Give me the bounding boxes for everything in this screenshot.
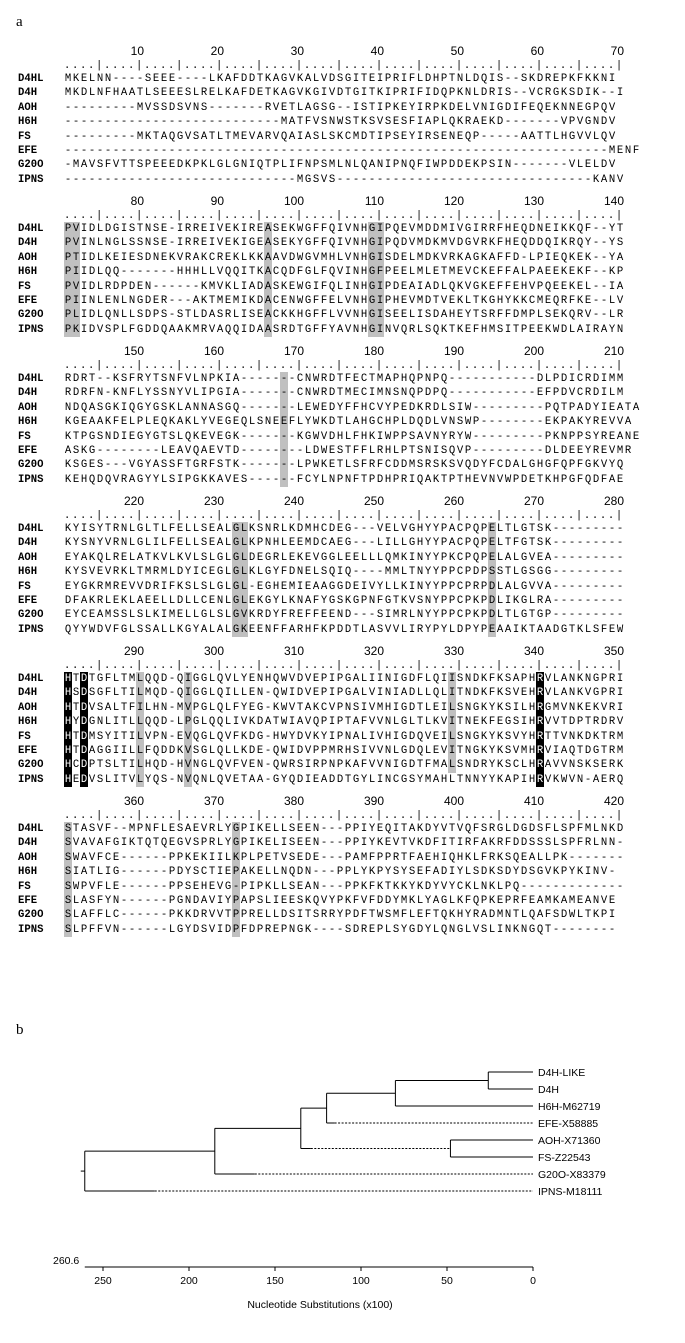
alignment-ruler bbox=[18, 194, 624, 209]
alignment-row bbox=[18, 623, 624, 637]
sequence-residues: D F A K R L E K L A E E L L D L L C E N L G L E K G Y L K N A F Y G S K G P N F G T K V S N Y P P C P K P D L I K G L R A - - - - - - - - - bbox=[64, 594, 624, 607]
alignment-row bbox=[18, 701, 624, 715]
ruler-number: 220 bbox=[123, 494, 144, 508]
sequence-residues: H T D M S Y I T I L V P N - E V Q G L Q V F K D G - H W Y D V K Y I P N A L I V H I G D Q V E I L S N G K Y K S V Y H R T T V N K D K T R M bbox=[64, 730, 624, 743]
alignment-row bbox=[18, 773, 624, 787]
alignment-row bbox=[18, 265, 624, 279]
sequence-name: IPNS bbox=[18, 773, 44, 786]
sequence-name: EFE bbox=[18, 894, 38, 907]
alignment-row bbox=[18, 865, 624, 879]
alignment-row bbox=[18, 473, 640, 487]
alignment-row bbox=[18, 323, 624, 337]
ruler-number: 250 bbox=[363, 494, 384, 508]
panel-a-label: a bbox=[16, 14, 23, 30]
sequence-name: FS bbox=[18, 280, 31, 293]
alignment-row bbox=[18, 923, 624, 937]
sequence-name: D4HL bbox=[18, 223, 44, 235]
sequence-name: AOH bbox=[18, 401, 38, 414]
alignment-row bbox=[18, 236, 624, 250]
sequence-residues: M K E L N N - - - - S E E E - - - - L K A F D D T K A G V K A L V D S G I T E I P R I F L D H P T N L D Q I S - - S K D R E P K F K K N I bbox=[64, 73, 616, 85]
sequence-name: FS bbox=[18, 880, 31, 893]
alignment-row bbox=[18, 608, 624, 622]
ruler-number: 380 bbox=[283, 794, 304, 808]
leaf-label: H6H-M62719 bbox=[538, 1101, 601, 1113]
alignment-row bbox=[18, 372, 640, 386]
sequence-residues: H C D P T S L T I L H Q D - H V N G L Q V F V E N - Q W R S I R P N P K A F V V N I G D T F M A L S N D R Y K S C L H R A V V N S K S E R K bbox=[64, 759, 624, 772]
alignment-block bbox=[18, 644, 624, 787]
axis-tick-label: 100 bbox=[352, 1275, 370, 1287]
alignment-row bbox=[18, 430, 640, 444]
alignment-ruler bbox=[18, 494, 624, 509]
sequence-residues: P V I N L N G L S S N S E - I R R E I V E K I G E A S E K Y G F F Q I V N H G I P Q D V M D K M V D G V R K F H E Q D D Q I K R Q Y - - Y S bbox=[64, 237, 624, 250]
alignment-ruler bbox=[18, 794, 624, 809]
tree-axis bbox=[85, 1267, 536, 1287]
alignment-row bbox=[18, 522, 624, 536]
sequence-name: AOH bbox=[18, 101, 38, 114]
ruler-number: 260 bbox=[443, 494, 464, 508]
axis-tick-label: 200 bbox=[180, 1275, 198, 1287]
alignment-block bbox=[18, 194, 624, 337]
sequence-residues: - - - - - - - - - - - - - - - - - - - - - - - - - - - M A T F V S N W S T K S V S E S F I A P L Q K R A E K D - - - - - - - V P V G N D V bbox=[64, 116, 616, 129]
alignment-tick-marks: ....|....|....|....|....|....|....|....|....|....|....|....|....|....| bbox=[64, 510, 624, 522]
tree-branches bbox=[81, 1072, 533, 1191]
alignment-row bbox=[18, 173, 640, 187]
ruler-number: 390 bbox=[363, 794, 384, 808]
panel-b-label: b bbox=[16, 1022, 24, 1038]
sequence-residues: P I I N L E N L N G D E R - - - A K T M E M I K D A C E N W G F F E L V N H G I P H E V M D T V E K L T K G H Y K K C M E Q R F K E - - L V bbox=[64, 294, 624, 307]
sequence-residues: H T D A G G I I L L F Q D D K V S G L Q L L K D E - Q W I D V P P M R H S I V V N L G D Q L E V I T N G K Y K S V M H R V I A Q T D G T R M bbox=[64, 744, 624, 757]
alignment-row bbox=[18, 280, 624, 294]
axis-tick-label: 50 bbox=[441, 1275, 453, 1287]
alignment-row bbox=[18, 144, 640, 158]
axis-tick-label: 250 bbox=[94, 1275, 112, 1287]
alignment-row bbox=[18, 130, 640, 144]
alignment-row bbox=[18, 115, 640, 129]
sequence-residues: P L I D L Q N L L S D P S - S T L D A S R L I S E A C K K H G F F L V V N H G I S E E L I S D A H E Y T S R F F D M P L S E K Q R V - - L R bbox=[64, 309, 624, 322]
ruler-number: 300 bbox=[203, 644, 224, 658]
sequence-name: EFE bbox=[18, 294, 38, 307]
sequence-name: D4H bbox=[18, 87, 38, 100]
sequence-residues: K G E A A K F E L P L E Q K A K L Y V E G E Q L S N E E F L Y W K D T L A H G C H P L D Q D L V N S W P - - - - - - - - E K P A K Y R E V V A bbox=[64, 416, 632, 429]
alignment-row bbox=[18, 880, 624, 894]
sequence-name: H6H bbox=[18, 266, 38, 279]
sequence-residues: K T P G S N D I E G Y G T S L Q K E V E G K - - - - - - - K G W V D H L F H K I W P P S A V N Y R Y W - - - - - - - - - P K N P P S Y R E A N E bbox=[64, 430, 640, 443]
sequence-name: EFE bbox=[18, 594, 38, 607]
sequence-name: G20O bbox=[18, 159, 44, 172]
leaf-label: IPNS-M18111 bbox=[538, 1186, 603, 1198]
sequence-name: EFE bbox=[18, 744, 38, 757]
alignment-tick-marks: ....|....|....|....|....|....|....|....|....|....|....|....|....|....| bbox=[64, 210, 624, 222]
ruler-number: 200 bbox=[523, 344, 544, 358]
sequence-residues: P K I D V S P L F G D D Q A A K M R V A Q Q I D A A S R D T G F F Y A V N H G I N V Q R L S Q K T K E F H M S I T P E E K W D L A I R A Y N bbox=[64, 323, 624, 336]
sequence-name: EFE bbox=[18, 444, 38, 457]
ruler-number: 190 bbox=[443, 344, 464, 358]
ruler-number: 30 bbox=[290, 44, 304, 58]
sequence-name: IPNS bbox=[18, 473, 44, 486]
ruler-number: 340 bbox=[523, 644, 544, 658]
sequence-name: D4H bbox=[18, 537, 38, 550]
sequence-name: G20O bbox=[18, 759, 44, 772]
ruler-number: 280 bbox=[603, 494, 624, 508]
alignment-tick-marks: ....|....|....|....|....|....|....|....|....|....|....|....|....|....| bbox=[64, 810, 624, 822]
sequence-name: H6H bbox=[18, 566, 38, 579]
sequence-name: H6H bbox=[18, 116, 38, 129]
sequence-name: D4HL bbox=[18, 373, 44, 385]
sequence-name: FS bbox=[18, 580, 31, 593]
alignment-tick-marks: ....|....|....|....|....|....|....|....|....|....|....|....|....|....| bbox=[64, 360, 624, 372]
alignment-row bbox=[18, 101, 640, 115]
sequence-name: G20O bbox=[18, 609, 44, 622]
sequence-residues: P V I D L D G I S T N S E - I R R E I V E K I R E A S E K W G F F Q I V N H G I P Q E V M D D M I V G I R R F H E Q D N E I K K Q F - - Y T bbox=[64, 223, 624, 235]
sequence-name: D4H bbox=[18, 237, 38, 250]
sequence-residues: H Y D G N L I T L L Q Q D - L P G L Q Q L I V K D A T W I A V Q P I P T A F V V N L G L T L K V I T N E K F E G S I H R V V T D P T R D R V bbox=[64, 716, 624, 729]
sequence-name: IPNS bbox=[18, 623, 44, 636]
sequence-name: D4H bbox=[18, 687, 38, 700]
alignment-ruler bbox=[18, 44, 640, 59]
alignment-row bbox=[18, 836, 624, 850]
ruler-number: 140 bbox=[603, 194, 624, 208]
ruler-number: 400 bbox=[443, 794, 464, 808]
axis-tick-label: 150 bbox=[266, 1275, 284, 1287]
sequence-name: G20O bbox=[18, 309, 44, 322]
sequence-residues: M K D L N F H A A T L S E E E S L R E L K A F D E T K A G V K G I V D T G I T K I P R I F I D Q P K N L D R I S - - V C R G K S D I K - - I bbox=[64, 87, 624, 100]
alignment-row bbox=[18, 894, 624, 908]
ruler-number: 20 bbox=[210, 44, 224, 58]
ruler-number: 180 bbox=[363, 344, 384, 358]
alignment-row bbox=[18, 308, 624, 322]
axis-tick-label: 0 bbox=[530, 1275, 536, 1287]
sequence-name: IPNS bbox=[18, 173, 44, 186]
alignment-row bbox=[18, 686, 624, 700]
ruler-number: 310 bbox=[283, 644, 304, 658]
sequence-residues: S I A T L I G - - - - - - P D Y S C T I E P A K E L L N Q D N - - - P P L Y K P Y S Y S E F A D I Y L S D K S D Y D S G V K P Y K I N V - bbox=[64, 866, 616, 879]
ruler-number: 160 bbox=[203, 344, 224, 358]
sequence-name: D4H bbox=[18, 837, 38, 850]
ruler-number: 240 bbox=[283, 494, 304, 508]
sequence-name: FS bbox=[18, 730, 31, 743]
ruler-number: 150 bbox=[123, 344, 144, 358]
sequence-residues: K Y S N Y V R N L G L I L F E L L S E A L G L K P N H L E E M D C A E G - - - L I L L G H Y Y P A C P Q P E L T F G T S K - - - - - - - - - bbox=[64, 537, 624, 550]
sequence-residues: - - - - - - - - - M K T A Q G V S A T L T M E V A R V Q A I A S L S K C M D T I P S E Y I R S E N E Q P - - - - - A A T T L H G V V L Q V bbox=[64, 130, 616, 143]
ruler-number: 50 bbox=[450, 44, 464, 58]
sequence-residues: S V A V A F G I K T Q T Q E G V S P R L Y G P I K E L I S E E N - - - P P I Y K E V T V K D F I T I R F A K R F D D S S S L S P F R L N N - bbox=[64, 837, 624, 850]
tree-leaf-labels bbox=[538, 1067, 606, 1198]
sequence-name: AOH bbox=[18, 251, 38, 264]
ruler-number: 330 bbox=[443, 644, 464, 658]
alignment-block bbox=[18, 344, 640, 487]
ruler-number: 40 bbox=[370, 44, 384, 58]
sequence-name: AOH bbox=[18, 551, 38, 564]
sequence-residues: S T A S V F - - M P N F L E S A E V R L Y G P I K E L L S E E N - - - P P I Y E Q I T A K D Y V T V Q F S R G L D G D S F L S P F M L N K D bbox=[64, 823, 624, 835]
sequence-residues: K Y S V E V R K L T M R M L D Y I C E G L G L K L G Y F D N E L S Q I Q - - - - M M L T N Y Y P P C P D P S S T L G S G G - - - - - - - - - bbox=[64, 566, 624, 579]
sequence-residues: H S D S G F L T I L M Q D - Q I G G L Q I L L E N - Q W I D V E P I P G A L V I N I A D L L Q L I T N D K F K S V E H R V L A N K V G P R I bbox=[64, 687, 624, 700]
sequence-residues: Q Y Y W D V F G L S S A L L K G Y A L A L G K E E N F F A R H F K P D D T L A S V V L I R Y P Y L D P Y P E A A I K T A A D G T K L S F E W bbox=[64, 623, 624, 636]
alignment-row bbox=[18, 551, 624, 565]
sequence-residues: P T I D L K E I E S D N E K V R A K C R E K L K K A A V D W G V M H L V N H G I S D E L M D K V R K A G K A F F D - L P I E Q K E K - - Y A bbox=[64, 251, 624, 264]
sequence-name: AOH bbox=[18, 851, 38, 864]
alignment-row bbox=[18, 536, 624, 550]
ruler-number: 420 bbox=[603, 794, 624, 808]
ruler-number: 290 bbox=[123, 644, 144, 658]
sequence-residues: E Y C E A M S S L S L K I M E L L G L S L G V K R D Y F R E F F E E N D - - - S I M R L N Y Y P P C P K P D L T L G T G P - - - - - - - - - bbox=[64, 609, 624, 622]
ruler-number: 370 bbox=[203, 794, 224, 808]
alignment-row bbox=[18, 251, 624, 265]
sequence-residues: - - - - - - - - - - - - - - - - - - - - - - - - - - - - - - - - - - - - - - - - - - - - - - - - - - - - - - - - - - - - - - - - - - - - M E N F bbox=[64, 144, 640, 157]
sequence-name: D4HL bbox=[18, 673, 44, 685]
leaf-label: EFE-X58885 bbox=[538, 1118, 599, 1130]
sequence-name: D4H bbox=[18, 387, 38, 400]
ruler-number: 60 bbox=[530, 44, 544, 58]
alignment-row bbox=[18, 744, 624, 758]
sequence-name: EFE bbox=[18, 144, 38, 157]
axis-title: Nucleotide Substitutions (x100) bbox=[247, 1299, 393, 1311]
sequence-residues: H T D T G F L T M L Q Q D - Q I G G L Q V L Y E N H Q W V D V E P I P G A L I I N I G D F L Q I I S N D K F K S A P H R V L A N K N G P R I bbox=[64, 673, 624, 685]
ruler-number: 170 bbox=[283, 344, 304, 358]
sequence-residues: A S K G - - - - - - - - L E A V Q A E V T D - - - - - - - - L D W E S T F F L R H L P T S N I S Q V P - - - - - - - - - D L D E E Y R E V M R bbox=[64, 444, 632, 457]
ruler-number: 350 bbox=[603, 644, 624, 658]
alignment-ruler bbox=[18, 644, 624, 659]
ruler-number: 110 bbox=[364, 194, 384, 208]
alignment-tick-marks: ....|....|....|....|....|....|....|....|....|....|....|....|....|....| bbox=[64, 60, 624, 72]
leaf-label: D4H-LIKE bbox=[538, 1067, 586, 1079]
alignment-block bbox=[18, 44, 640, 187]
ruler-number: 80 bbox=[130, 194, 144, 208]
ruler-number: 230 bbox=[203, 494, 224, 508]
sequence-residues: H T D V S A L T F I L H N - M V P G L Q L F Y E G - K W V T A K C V P N S I V M H I G D T L E I L S N G K Y K S I L H R G M V N K E K V R I bbox=[64, 701, 624, 714]
alignment-ruler bbox=[18, 344, 640, 359]
sequence-residues: S L P F F V N - - - - - - L G Y D S V I D P F D P R E P N G K - - - - S D R E P L S Y G D Y L Q N G L V S L I N K N G Q T - - - - - - - - bbox=[64, 923, 616, 936]
alignment-row bbox=[18, 580, 624, 594]
ruler-number: 360 bbox=[123, 794, 144, 808]
sequence-residues: E Y A K Q L R E L A T K V L K V L S L G L G L D E G R L E K E V G G L E E L L L Q M K I N Y Y P K C P Q P E L A L G V E A - - - - - - - - - bbox=[64, 551, 624, 564]
sequence-name: D4HL bbox=[18, 823, 44, 835]
sequence-residues: S L A S F Y N - - - - - - P G N D A V I Y P A P S L I E E S K Q V Y P K F V F D D Y M K L Y A G L K F Q P K E P R F E A M K A M E A N V E bbox=[64, 894, 616, 907]
leaf-label: G20O-X83379 bbox=[538, 1169, 606, 1181]
sequence-name: D4HL bbox=[18, 523, 44, 535]
sequence-residues: R D R F N - K N F L Y S S N Y V L I P G I A - - - - - - - C N W R D T M E C I M N S N Q P D P Q - - - - - - - - - - - E F P D V C R D I L M bbox=[64, 387, 624, 400]
sequence-residues: P I I D L Q Q - - - - - - - H H H L L V Q Q I T K A C Q D F G L F Q V I N H G F P E E L M L E T M E V C K E F F A L P A E E K E K F - - K P bbox=[64, 266, 624, 279]
sequence-name: G20O bbox=[18, 459, 44, 472]
sequence-residues: - M A V S F V T T S P E E E D K P K L G L G N I Q T P L I F N P S M L N L Q A N I P N Q F I W P D D E K P S I N - - - - - - - V L E L D V bbox=[64, 159, 616, 172]
alignment-row bbox=[18, 72, 640, 86]
sequence-name: IPNS bbox=[18, 323, 44, 336]
sequence-residues: N D Q A S G K I Q G Y G S K L A N N A S G Q - - - - - - - L E W E D Y F F H C V Y P E D K R D L S I W - - - - - - - - - P Q T P A D Y I E A T A bbox=[64, 401, 640, 414]
sequence-name: H6H bbox=[18, 716, 38, 729]
sequence-residues: K S G E S - - - V G Y A S S F T G R F S T K - - - - - - - L P W K E T L S F R F C D D M S R S K S V Q D Y F C D A L G H G F Q P F G K V Y Q bbox=[64, 459, 624, 472]
alignment-block bbox=[18, 494, 624, 637]
sequence-residues: S W A V F C E - - - - - - P P K E K I I L K P L P E T V S E D E - - - P A M F P P R T F A E H I Q H K L F R K S Q E A L L P K - - - - - - - bbox=[64, 851, 624, 864]
ruler-number: 100 bbox=[283, 194, 304, 208]
alignment-row bbox=[18, 851, 624, 865]
ruler-number: 130 bbox=[523, 194, 544, 208]
ruler-number: 10 bbox=[130, 44, 144, 58]
sequence-name: H6H bbox=[18, 416, 38, 429]
phylogenetic-tree bbox=[0, 1058, 685, 1318]
sequence-residues: S L A F F L C - - - - - - P K K D R V V T P P R E L L D S I T S R R Y P D F T W S M F L E F T Q K H Y R A D M N T L Q A F S D W L T K P I bbox=[64, 909, 616, 922]
sequence-name: IPNS bbox=[18, 923, 44, 936]
sequence-name: D4HL bbox=[18, 73, 44, 85]
sequence-name: FS bbox=[18, 130, 31, 143]
alignment-row bbox=[18, 86, 640, 100]
alignment-row bbox=[18, 458, 640, 472]
leaf-label: D4H bbox=[538, 1084, 560, 1096]
ruler-number: 210 bbox=[603, 344, 624, 358]
sequence-name: AOH bbox=[18, 701, 38, 714]
alignment-row bbox=[18, 415, 640, 429]
sequence-name: H6H bbox=[18, 866, 38, 879]
alignment-tick-marks: ....|....|....|....|....|....|....|....|....|....|....|....|....|....| bbox=[64, 660, 624, 672]
alignment-row bbox=[18, 758, 624, 772]
sequence-residues: E Y G K R M R E V V D R I F K S L S L G L G L - E G H E M I E A A G G D E I V Y L L K I N Y Y P P C P R P D L A L G V V A - - - - - - - - - bbox=[64, 580, 624, 593]
sequence-residues: S W P V F L E - - - - - - P P S E H E V G - P I P K L L S E A N - - - P P K F K T K K Y K D Y V Y C K L N K L P Q - - - - - - - - - - - - - bbox=[64, 880, 624, 893]
ruler-number: 90 bbox=[210, 194, 224, 208]
ruler-number: 320 bbox=[363, 644, 384, 658]
alignment-row bbox=[18, 222, 624, 236]
leaf-label: FS-Z22543 bbox=[538, 1152, 591, 1164]
sequence-residues: P V I D L R D P D E N - - - - - - K M V K L I A D A S K E W G I F Q L I N H G I P D E A I A D L Q K V G K E F F E H V P Q E E K E L - - I A bbox=[64, 280, 624, 293]
ruler-number: 120 bbox=[443, 194, 464, 208]
sequence-name: FS bbox=[18, 430, 31, 443]
alignment-row bbox=[18, 401, 640, 415]
alignment-row bbox=[18, 565, 624, 579]
alignment-row bbox=[18, 672, 624, 686]
sequence-residues: R D R T - - K S F R Y T S N F V L N P K I A - - - - - - - C N W R D T F E C T M A P H Q P N P Q - - - - - - - - - - - D L P D I C R D I M M bbox=[64, 373, 624, 385]
alignment-row bbox=[18, 386, 640, 400]
sequence-residues: K Y I S Y T R N L G L T L F E L L S E A L G L K S N R L K D M H C D E G - - - V E L V G H Y Y P A C P Q P E L T L G T S K - - - - - - - - - bbox=[64, 523, 624, 535]
ruler-number: 70 bbox=[610, 44, 624, 58]
sequence-residues: - - - - - - - - - - - - - - - - - - - - - - - - - - - - - M G S V S - - - - - - - - - - - - - - - - - - - - - - - - - - - - - - - - K A N V bbox=[64, 173, 624, 186]
alignment-block bbox=[18, 794, 624, 937]
alignment-row bbox=[18, 594, 624, 608]
sequence-residues: K E H Q D Q V R A G Y Y L S I P G K K A V E S - - - - - - F C Y L N P N F T P D H P R I Q A K T P T H E V N V W P D E T K H P G F Q D F A E bbox=[64, 473, 624, 486]
ruler-number: 410 bbox=[523, 794, 544, 808]
sequence-residues: - - - - - - - - - M V S S D S V N S - - - - - - - R V E T L A G S G - - I S T I P K E Y I R P K D E L V N I G D I F E Q E K N N E G P Q V bbox=[64, 101, 616, 114]
sequence-residues: H E D V S L I T V L Y Q S - N V Q N L Q V E T A A - G Y Q D I E A D D T G Y L I N C G S Y M A H L T N N Y Y K A P I H R V K W V N - A E R Q bbox=[64, 773, 624, 786]
ruler-number: 270 bbox=[523, 494, 544, 508]
alignment-row bbox=[18, 158, 640, 172]
alignment-row bbox=[18, 715, 624, 729]
sequence-name: G20O bbox=[18, 909, 44, 922]
alignment-row bbox=[18, 730, 624, 744]
alignment-row bbox=[18, 908, 624, 922]
alignment-row bbox=[18, 444, 640, 458]
alignment-row bbox=[18, 294, 624, 308]
alignment-row bbox=[18, 822, 624, 836]
leaf-label: AOH-X71360 bbox=[538, 1135, 601, 1147]
root-value-label: 260.6 bbox=[53, 1255, 80, 1267]
